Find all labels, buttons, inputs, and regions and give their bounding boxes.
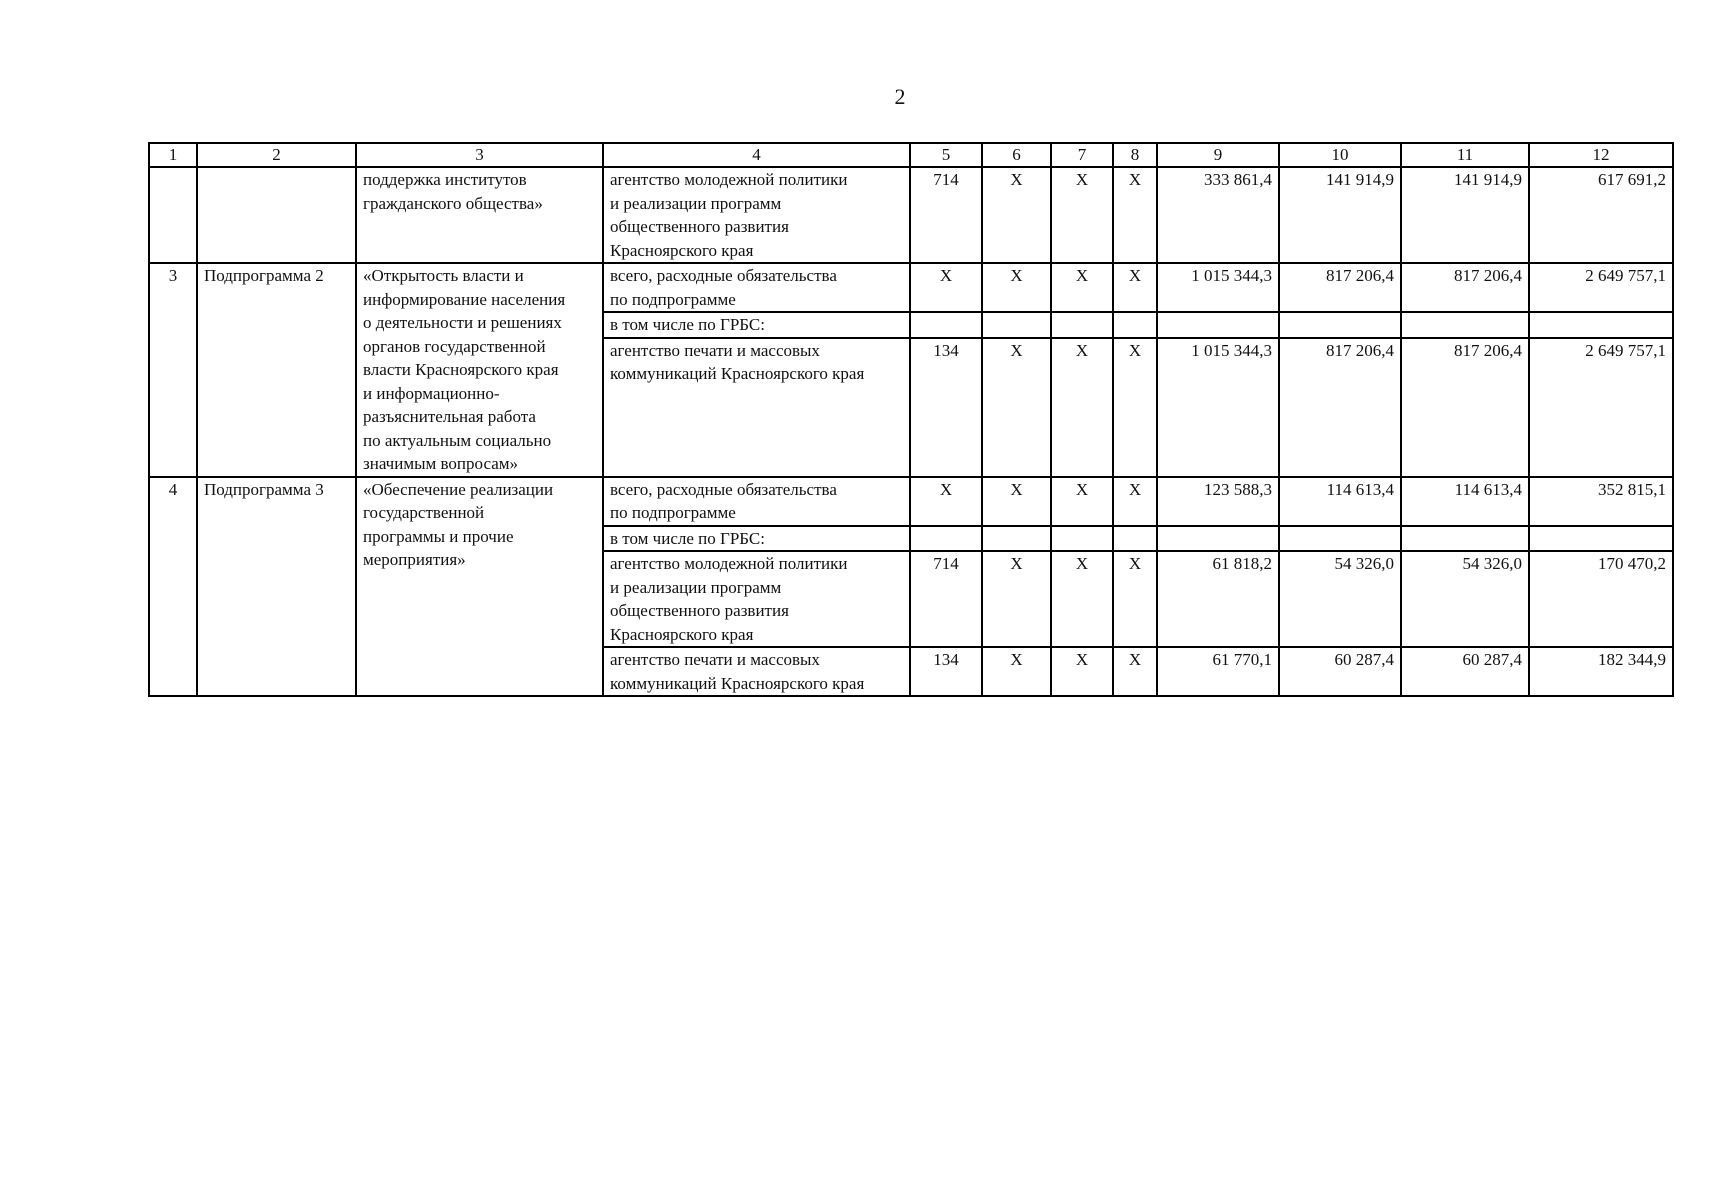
x-mark-cell: Х (1113, 263, 1157, 312)
grbs-code-cell: 134 (910, 338, 982, 477)
x-mark-cell: Х (1113, 647, 1157, 696)
empty-cell (1279, 526, 1401, 552)
column-number-row (149, 143, 1673, 167)
x-mark-cell: Х (910, 263, 982, 312)
amount-cell: 54 326,0 (1279, 551, 1401, 647)
agency-cell: агентство молодежной политики и реализации программ общественного развития Красноярского края (603, 551, 910, 647)
subprogram-title-cell: Подпрограмма 3 (197, 477, 356, 697)
x-mark-cell: Х (1113, 167, 1157, 263)
x-mark-cell: Х (1113, 477, 1157, 526)
amount-cell: 60 287,4 (1401, 647, 1529, 696)
column-header: 4 (603, 143, 910, 167)
column-header: 9 (1157, 143, 1279, 167)
column-header: 3 (356, 143, 603, 167)
subprogram-title-cell (197, 167, 356, 263)
empty-cell (1279, 312, 1401, 338)
column-header: 2 (197, 143, 356, 167)
page-number: 2 (894, 84, 906, 109)
amount-cell: 817 206,4 (1401, 338, 1529, 477)
x-mark-cell: Х (1051, 647, 1113, 696)
empty-cell (1529, 312, 1673, 338)
empty-cell (910, 526, 982, 552)
grbs-label-cell: в том числе по ГРБС: (603, 526, 910, 552)
empty-cell (1113, 312, 1157, 338)
amount-cell: 141 914,9 (1279, 167, 1401, 263)
total-amount-cell: 170 470,2 (1529, 551, 1673, 647)
column-header: 12 (1529, 143, 1673, 167)
column-header: 7 (1051, 143, 1113, 167)
agency-cell: агентство молодежной политики и реализации программ общественного развития Красноярского края (603, 167, 910, 263)
x-mark-cell: Х (982, 338, 1051, 477)
total-amount-cell: 2 649 757,1 (1529, 338, 1673, 477)
total-label-cell: всего, расходные обязательства по подпрограмме (603, 477, 910, 526)
x-mark-cell: Х (982, 477, 1051, 526)
amount-cell: 141 914,9 (1401, 167, 1529, 263)
subprogram-title-cell: Подпрограмма 2 (197, 263, 356, 477)
subprogram-name-cell: «Обеспечение реализации государственной программы и прочие мероприятия» (356, 477, 603, 697)
empty-cell (1401, 526, 1529, 552)
empty-cell (1051, 312, 1113, 338)
amount-cell: 1 015 344,3 (1157, 338, 1279, 477)
x-mark-cell: Х (982, 263, 1051, 312)
x-mark-cell: Х (910, 477, 982, 526)
subprogram-name-cell: «Открытость власти и информирование населения о деятельности и решениях органов государственной власти Красноярского края и информационно- разъяснительная работа по актуальным социально значимым вопросам» (356, 263, 603, 477)
x-mark-cell: Х (1051, 338, 1113, 477)
amount-cell: 114 613,4 (1401, 477, 1529, 526)
column-header: 5 (910, 143, 982, 167)
agency-cell: агентство печати и массовых коммуникаций Красноярского края (603, 647, 910, 696)
table-row (149, 263, 1673, 312)
amount-cell: 333 861,4 (1157, 167, 1279, 263)
x-mark-cell: Х (1051, 263, 1113, 312)
empty-cell (1157, 312, 1279, 338)
amount-cell: 123 588,3 (1157, 477, 1279, 526)
total-amount-cell: 352 815,1 (1529, 477, 1673, 526)
column-header: 6 (982, 143, 1051, 167)
x-mark-cell: Х (1051, 167, 1113, 263)
x-mark-cell: Х (1113, 551, 1157, 647)
column-header: 11 (1401, 143, 1529, 167)
empty-cell (1401, 312, 1529, 338)
empty-cell (910, 312, 982, 338)
x-mark-cell: Х (1051, 551, 1113, 647)
amount-cell: 817 206,4 (1279, 338, 1401, 477)
amount-cell: 61 818,2 (1157, 551, 1279, 647)
total-amount-cell: 2 649 757,1 (1529, 263, 1673, 312)
amount-cell: 1 015 344,3 (1157, 263, 1279, 312)
amount-cell: 61 770,1 (1157, 647, 1279, 696)
x-mark-cell: Х (982, 647, 1051, 696)
x-mark-cell: Х (982, 551, 1051, 647)
column-header: 1 (149, 143, 197, 167)
grbs-code-cell: 714 (910, 167, 982, 263)
grbs-code-cell: 134 (910, 647, 982, 696)
row-number-cell: 3 (149, 263, 197, 477)
x-mark-cell: Х (1113, 338, 1157, 477)
amount-cell: 54 326,0 (1401, 551, 1529, 647)
empty-cell (982, 526, 1051, 552)
amount-cell: 60 287,4 (1279, 647, 1401, 696)
table-row (149, 477, 1673, 526)
column-header: 10 (1279, 143, 1401, 167)
empty-cell (1157, 526, 1279, 552)
budget-table (148, 142, 1674, 697)
subprogram-name-cell: поддержка институтов гражданского общества» (356, 167, 603, 263)
empty-cell (1529, 526, 1673, 552)
empty-cell (982, 312, 1051, 338)
empty-cell (1051, 526, 1113, 552)
total-label-cell: всего, расходные обязательства по подпрограмме (603, 263, 910, 312)
amount-cell: 817 206,4 (1401, 263, 1529, 312)
column-header: 8 (1113, 143, 1157, 167)
grbs-code-cell: 714 (910, 551, 982, 647)
total-amount-cell: 182 344,9 (1529, 647, 1673, 696)
grbs-label-cell: в том числе по ГРБС: (603, 312, 910, 338)
row-number-cell (149, 167, 197, 263)
empty-cell (1113, 526, 1157, 552)
agency-cell: агентство печати и массовых коммуникаций Красноярского края (603, 338, 910, 477)
x-mark-cell: Х (982, 167, 1051, 263)
total-amount-cell: 617 691,2 (1529, 167, 1673, 263)
x-mark-cell: Х (1051, 477, 1113, 526)
amount-cell: 114 613,4 (1279, 477, 1401, 526)
table-row (149, 167, 1673, 263)
amount-cell: 817 206,4 (1279, 263, 1401, 312)
row-number-cell: 4 (149, 477, 197, 697)
